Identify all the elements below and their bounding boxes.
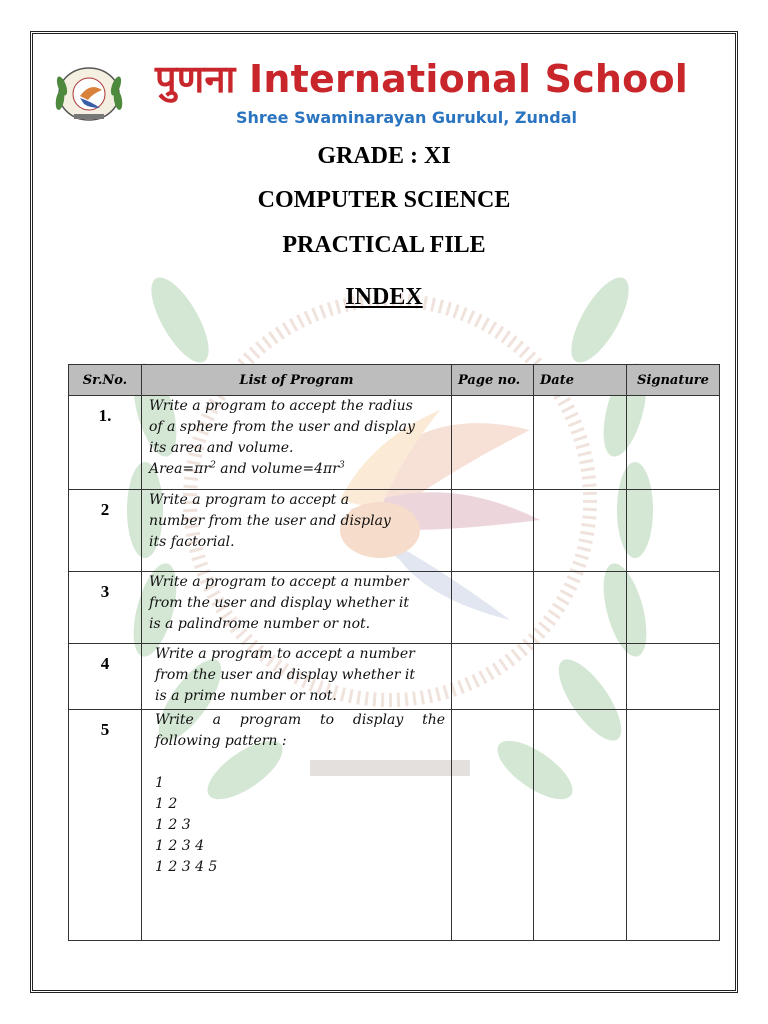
index-heading: INDEX bbox=[345, 284, 423, 310]
program-line: following pattern : bbox=[155, 733, 287, 749]
program-line: Write a program to accept a number bbox=[149, 574, 409, 590]
row-sr: 3 bbox=[69, 572, 142, 644]
school-logo-icon bbox=[52, 64, 126, 124]
pattern-line: 1 bbox=[155, 775, 164, 791]
program-line: is a palindrome number or not. bbox=[149, 616, 371, 632]
row-signature bbox=[627, 396, 720, 490]
row-signature bbox=[627, 710, 720, 941]
program-line: Write a program to accept the radius bbox=[149, 398, 413, 414]
row-sr: 4 bbox=[69, 644, 142, 710]
program-line: its area and volume. bbox=[149, 440, 294, 456]
program-line: is a prime number or not. bbox=[155, 688, 337, 704]
row-date bbox=[534, 644, 627, 710]
row-program bbox=[142, 490, 452, 572]
row-program bbox=[142, 644, 452, 710]
program-line: number from the user and display bbox=[149, 513, 391, 529]
program-line: Write a program to accept a bbox=[149, 492, 350, 508]
table-row bbox=[69, 396, 720, 490]
row-signature bbox=[627, 572, 720, 644]
row-program bbox=[142, 710, 452, 941]
row-date bbox=[534, 710, 627, 941]
row-sr: 2 bbox=[69, 490, 142, 572]
col-header-list: List of Program bbox=[142, 365, 452, 396]
row-sr: 5 bbox=[69, 710, 142, 941]
program-line: Write a program to accept a number bbox=[155, 646, 415, 662]
program-index-table bbox=[68, 364, 720, 941]
table-row bbox=[69, 710, 720, 941]
row-signature bbox=[627, 490, 720, 572]
school-name: पुणना International School bbox=[155, 57, 689, 101]
row-date bbox=[534, 396, 627, 490]
row-date bbox=[534, 572, 627, 644]
row-page-no bbox=[452, 710, 534, 941]
table-header-row bbox=[69, 365, 720, 396]
pattern-line: 1 2 3 4 bbox=[155, 838, 204, 854]
grade-heading: GRADE : XI bbox=[317, 143, 451, 169]
program-line: Write a program to display the bbox=[155, 712, 445, 728]
row-signature bbox=[627, 644, 720, 710]
file-title-heading: PRACTICAL FILE bbox=[282, 232, 486, 258]
row-page-no bbox=[452, 396, 534, 490]
subject-heading: COMPUTER SCIENCE bbox=[257, 187, 511, 213]
row-page-no bbox=[452, 644, 534, 710]
row-program bbox=[142, 572, 452, 644]
col-header-date: Date bbox=[534, 365, 627, 396]
program-line: of a sphere from the user and display bbox=[149, 419, 415, 435]
school-subtitle: Shree Swaminarayan Gurukul, Zundal bbox=[236, 108, 577, 127]
program-line: from the user and display whether it bbox=[149, 595, 410, 611]
table-row bbox=[69, 572, 720, 644]
col-header-page: Page no. bbox=[452, 365, 534, 396]
row-page-no bbox=[452, 572, 534, 644]
program-line: its factorial. bbox=[149, 534, 235, 550]
pattern-line: 1 2 3 4 5 bbox=[155, 859, 218, 875]
row-program bbox=[142, 396, 452, 490]
pattern-line: 1 2 bbox=[155, 796, 178, 812]
program-formula: $Area=\pi r^2$ and $volume=4\pi r^3$ bbox=[149, 460, 345, 477]
program-line: from the user and display whether it bbox=[155, 667, 416, 683]
row-sr: 1. bbox=[69, 396, 142, 490]
col-header-sr: Sr.No. bbox=[69, 365, 142, 396]
table-row bbox=[69, 490, 720, 572]
table-row bbox=[69, 644, 720, 710]
row-date bbox=[534, 490, 627, 572]
col-header-signature: Signature bbox=[627, 365, 720, 396]
pattern-line: 1 2 3 bbox=[155, 817, 191, 833]
row-page-no bbox=[452, 490, 534, 572]
